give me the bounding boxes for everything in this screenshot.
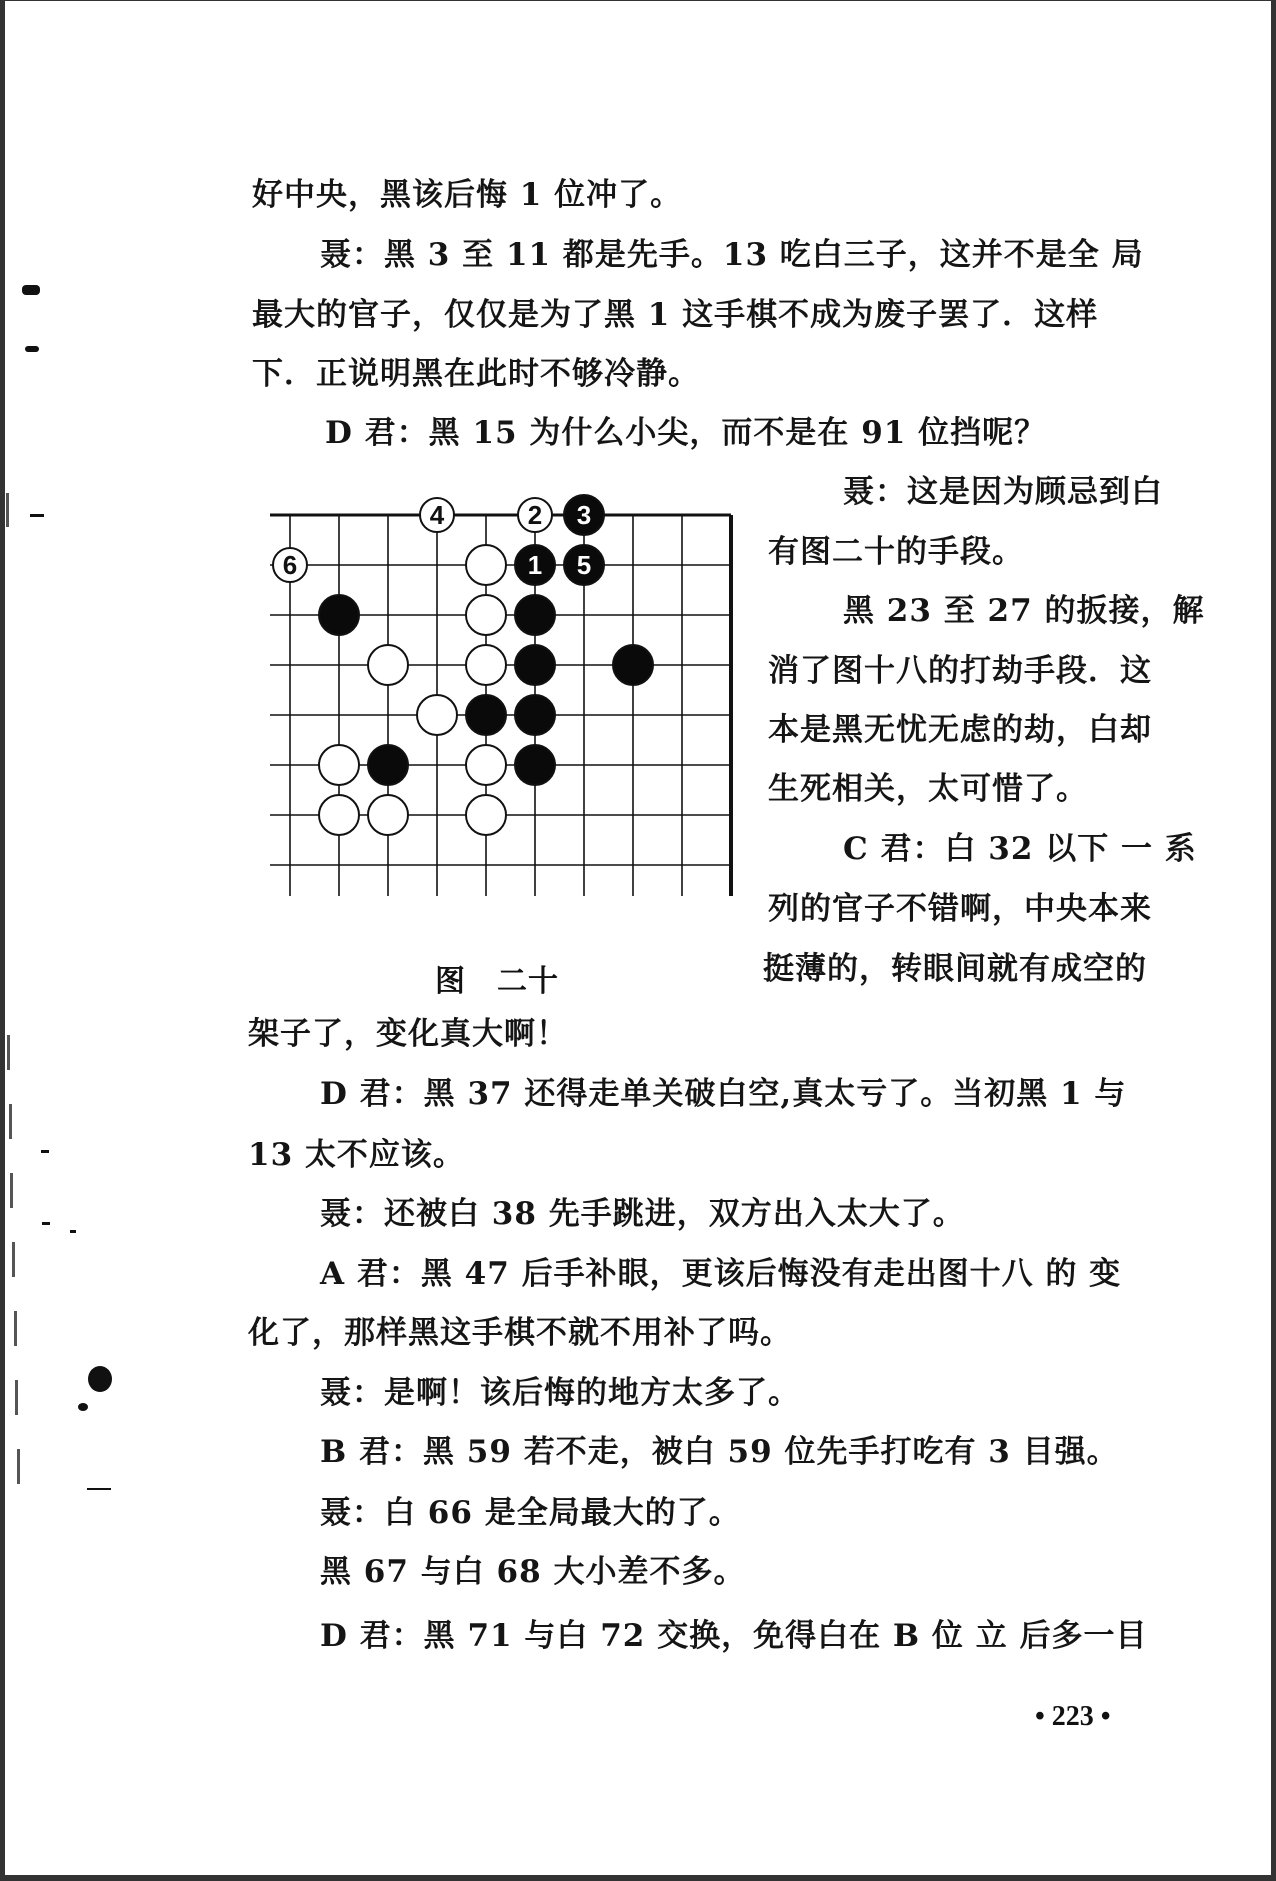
figure-caption: 图 二十 [435, 964, 559, 999]
stone-move-number: 6 [282, 550, 298, 580]
white-stone [466, 545, 506, 585]
text-line: 聂：是啊！该后悔的地方太多了。 [320, 1375, 800, 1411]
text-line: 黑 67 与白 68 大小差不多。 [320, 1554, 746, 1590]
text-line: 挺薄的，转眼间就有成空的 [763, 951, 1147, 987]
white-stone [466, 795, 506, 835]
text-line: D 君：黑 37 还得走单关破白空,真太亏了。当初黑 1 与 [320, 1076, 1127, 1112]
scan-edge-line [17, 1449, 20, 1484]
scan-speck [41, 1150, 49, 1153]
text-line: 聂：白 66 是全局最大的了。 [320, 1495, 741, 1531]
scan-speck [70, 1230, 76, 1233]
black-stone [515, 645, 555, 685]
text-line: 最大的官子，仅仅是为了黑 1 这手棋不成为废子罢了．这样 [252, 297, 1099, 333]
scan-speck [42, 1222, 50, 1225]
black-stone [319, 595, 359, 635]
text-line: 聂：还被白 38 先手跳进，双方出入太大了。 [320, 1196, 965, 1232]
scan-speck [30, 514, 44, 517]
black-stone [515, 595, 555, 635]
text-line: B 君：黑 59 若不走，被白 59 位先手打吃有 3 目强。 [320, 1434, 1119, 1470]
text-line: 聂：这是因为顾忌到白 [843, 474, 1163, 510]
text-line: D 君：黑 71 与白 72 交换，免得白在 B 位 立 后多一目 [320, 1618, 1148, 1654]
text-line: 消了图十八的打劫手段．这 [768, 653, 1152, 689]
stone-move-number: 5 [576, 550, 592, 580]
text-line: A 君：黑 47 后手补眼，更该后悔没有走出图十八 的 变 [320, 1256, 1122, 1292]
text-line: C 君：白 32 以下 一 系 [843, 831, 1197, 867]
black-stone [515, 745, 555, 785]
scan-speck [78, 1403, 88, 1411]
black-stone [368, 745, 408, 785]
book-page [5, 1, 1271, 1875]
scan-edge-line [7, 1035, 10, 1070]
white-stone [466, 645, 506, 685]
scan-edge-line [9, 1104, 12, 1139]
scan-edge-line [10, 1173, 13, 1208]
white-stone [368, 645, 408, 685]
black-stone [466, 695, 506, 735]
black-stone [613, 645, 653, 685]
text-line: 好中央，黑该后悔 1 位冲了。 [252, 177, 683, 213]
page-number: • 223 • [1035, 1701, 1111, 1732]
scan-speck [25, 346, 39, 352]
text-line: 生死相关，太可惜了。 [768, 771, 1088, 807]
stone-move-number: 4 [429, 500, 445, 530]
scan-edge-line [12, 1242, 15, 1277]
scan-speck [88, 1366, 112, 1392]
text-line: D 君：黑 15 为什么小尖，而不是在 91 位挡呢？ [325, 415, 1047, 451]
stone-move-number: 3 [576, 500, 592, 530]
stone-move-number: 2 [527, 500, 543, 530]
white-stone [319, 745, 359, 785]
white-stone [466, 595, 506, 635]
scan-speck [22, 285, 40, 295]
scan-speck [87, 1488, 111, 1490]
text-line: 化了，那样黑这手棋不就不用补了吗。 [248, 1315, 792, 1351]
scan-edge-line [15, 1380, 18, 1415]
text-line: 聂：黑 3 至 11 都是先手。13 吃白三子，这并不是全 局 [320, 237, 1144, 273]
text-line: 有图二十的手段。 [768, 534, 1024, 570]
black-stone [515, 695, 555, 735]
scan-edge-line [14, 1311, 17, 1346]
white-stone [319, 795, 359, 835]
text-line: 下．正说明黑在此时不够冷静。 [252, 356, 700, 392]
stone-move-number: 1 [527, 550, 543, 580]
text-line: 列的官子不错啊，中央本来 [768, 891, 1152, 927]
white-stone [417, 695, 457, 735]
text-line: 本是黑无忧无虑的劫，白却 [768, 712, 1152, 748]
text-line: 架子了，变化真大啊！ [248, 1016, 568, 1052]
scan-edge-line [6, 493, 9, 527]
white-stone [368, 795, 408, 835]
white-stone [466, 745, 506, 785]
text-line: 13 太不应该。 [248, 1137, 465, 1173]
text-line: 黑 23 至 27 的扳接，解 [843, 593, 1205, 629]
